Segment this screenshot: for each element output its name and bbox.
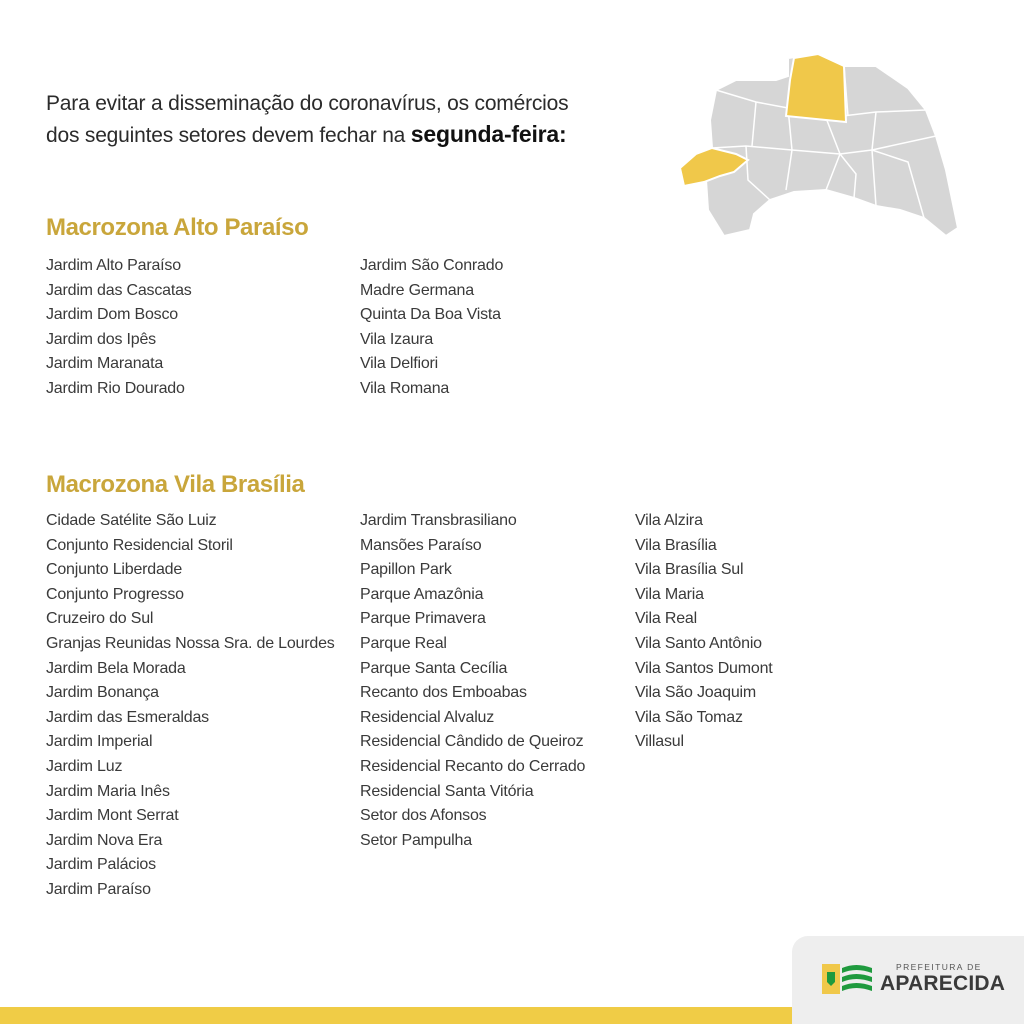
neighborhood-item: Conjunto Liberdade [46, 561, 183, 579]
neighborhood-item: Villasul [635, 733, 684, 751]
neighborhood-item: Vila Delfiori [360, 355, 439, 373]
intro-text [46, 88, 666, 151]
neighborhood-item: Vila São Joaquim [635, 684, 757, 702]
neighborhood-item: Granjas Reunidas Nossa Sra. de Lourdes [46, 634, 335, 652]
neighborhood-item: Vila Brasília [635, 536, 717, 554]
intro-line-2 [46, 119, 666, 151]
neighborhood-item: Residencial Alvaluz [360, 708, 495, 726]
neighborhood-item: Vila Izaura [360, 330, 434, 348]
intro-line-2-text: dos seguintes setores devem fechar na [46, 124, 411, 147]
neighborhood-item: Cidade Satélite São Luiz [46, 512, 217, 529]
neighborhood-item: Jardim Dom Bosco [46, 306, 178, 324]
neighborhood-item: Vila Maria [635, 585, 704, 603]
emblem-stripe-3 [842, 983, 872, 991]
map-sector-highlight-north [786, 54, 846, 122]
neighborhood-item: Jardim Bonança [46, 684, 159, 702]
neighborhood-item: Jardim das Esmeraldas [46, 708, 209, 726]
neighborhood-item: Papillon Park [360, 561, 452, 579]
alto-paraiso-list-col1 [46, 254, 192, 402]
neighborhood-item: Jardim Maranata [46, 355, 164, 373]
neighborhood-item: Jardim Alto Paraíso [46, 257, 181, 274]
neighborhood-item: Vila Brasília Sul [635, 561, 744, 579]
neighborhood-item: Jardim São Conrado [360, 257, 504, 274]
neighborhood-item: Jardim dos Ipês [46, 330, 156, 348]
section-title-alto-paraiso: Macrozona Alto Paraíso [46, 214, 309, 241]
neighborhood-item: Vila Santo Antônio [635, 634, 762, 652]
neighborhood-item: Conjunto Progresso [46, 585, 184, 603]
section-title-vila-brasilia: Macrozona Vila Brasília [46, 471, 305, 498]
neighborhood-item: Setor dos Afonsos [360, 807, 487, 825]
neighborhood-item: Jardim das Cascatas [46, 281, 192, 299]
neighborhood-item: Vila São Tomaz [635, 708, 743, 726]
neighborhood-item: Residencial Cândido de Queiroz [360, 733, 584, 751]
neighborhood-item: Jardim Mont Serrat [46, 807, 179, 825]
neighborhood-item: Recanto dos Emboabas [360, 684, 527, 702]
neighborhood-item: Conjunto Residencial Storil [46, 536, 233, 554]
aparecida-emblem-icon [822, 960, 874, 998]
neighborhood-item: Residencial Recanto do Cerrado [360, 757, 586, 775]
vila-brasilia-list-col3 [635, 509, 773, 755]
neighborhood-item: Jardim Palácios [46, 856, 156, 874]
bottom-accent-bar [0, 1007, 792, 1024]
neighborhood-item: Vila Real [635, 610, 697, 628]
region-map [676, 50, 966, 240]
intro-highlight-day: segunda-feira: [410, 121, 567, 147]
neighborhood-item: Mansões Paraíso [360, 536, 482, 554]
logo-prefeitura [792, 936, 1024, 1024]
neighborhood-item: Parque Amazônia [360, 585, 484, 603]
neighborhood-item: Vila Romana [360, 379, 450, 397]
neighborhood-item: Parque Real [360, 634, 447, 652]
neighborhood-item: Jardim Paraíso [46, 880, 151, 898]
neighborhood-item: Parque Primavera [360, 610, 486, 628]
vila-brasilia-list-col1 [46, 509, 335, 903]
neighborhood-item: Residencial Santa Vitória [360, 782, 534, 800]
emblem-stripe-1 [842, 965, 872, 973]
alto-paraiso-list-col2 [360, 254, 503, 402]
neighborhood-item: Jardim Rio Dourado [46, 379, 185, 397]
vila-brasilia-list-col2 [360, 509, 585, 853]
neighborhood-item: Jardim Imperial [46, 733, 153, 751]
neighborhood-item: Quinta Da Boa Vista [360, 306, 501, 324]
neighborhood-item: Madre Germana [360, 281, 474, 299]
neighborhood-item: Jardim Transbrasiliano [360, 512, 517, 529]
neighborhood-item: Jardim Luz [46, 757, 123, 775]
logo-top-text: PREFEITURA DE [896, 962, 982, 972]
neighborhood-item: Jardim Nova Era [46, 831, 163, 849]
neighborhood-item: Vila Santos Dumont [635, 659, 773, 677]
neighborhood-item: Jardim Maria Inês [46, 782, 170, 800]
neighborhood-item: Cruzeiro do Sul [46, 610, 154, 628]
neighborhood-item: Vila Alzira [635, 512, 703, 529]
emblem-stripe-2 [842, 974, 872, 982]
neighborhood-item: Setor Pampulha [360, 831, 472, 849]
logo-name: APARECIDA [880, 972, 1006, 995]
neighborhood-item: Parque Santa Cecília [360, 659, 508, 677]
neighborhood-item: Jardim Bela Morada [46, 659, 186, 677]
intro-line-1: Para evitar a disseminação do coronavírus, os comércios [46, 92, 569, 115]
